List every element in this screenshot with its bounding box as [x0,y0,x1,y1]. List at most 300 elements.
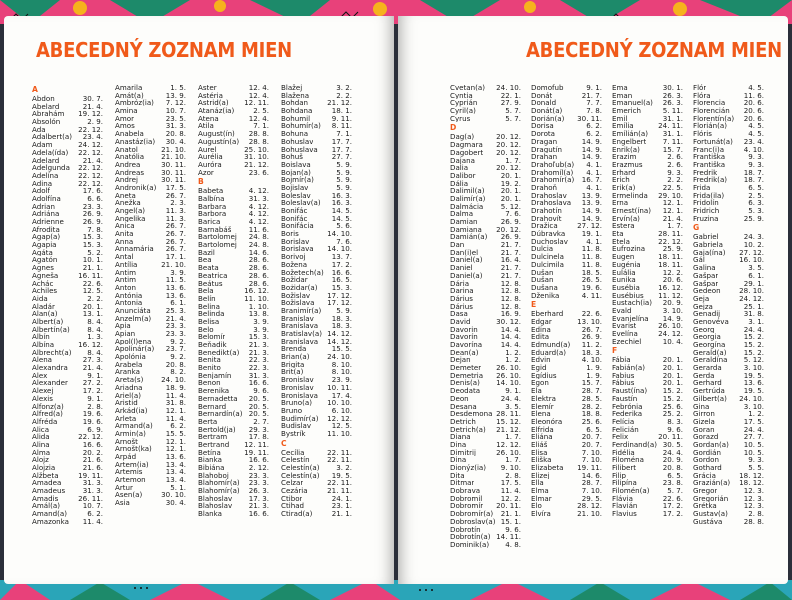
name-column [281,84,352,518]
name-day-date: 13. 6. [165,290,186,300]
name-day-date: 31. 3. [82,478,103,488]
name-day-date: 3. 5. [748,263,764,273]
name-day-date: 2. 7. [253,416,269,426]
name-day-date: 3. 1. [748,316,764,326]
name-day-date: 24. 10. [739,393,764,403]
name-day-date: 22. 6. [82,278,103,288]
name-label: Benedikt(a) [198,348,240,357]
name-label: Antim [115,276,137,284]
name-day-date: 9. 3. [748,152,764,162]
name-label: Dragutín [531,145,562,154]
name-day-date: 28. 8. [743,516,764,526]
name-day-date: 28. 11. [496,409,521,419]
name-label: Celzar [281,479,304,488]
name-label: Anton [115,283,136,292]
name-day-date: 16. 6. [248,455,269,465]
name-day-date: 6. 10. [331,405,352,415]
name-day-date: 1. 9. [586,363,602,373]
name-label: Demetria [450,371,484,380]
name-day-date: 1. 2. [505,347,521,357]
name-label: Bianka [198,456,223,464]
name-label: Abdon [32,95,55,103]
name-label: Anatólia [115,153,145,161]
name-day-date: 22. 12. [658,236,683,246]
name-day-date: 20. 8. [165,359,186,369]
name-day-date: 11. 3. [165,206,186,215]
name-day-date: 16. 10. [739,255,764,265]
name-day-date: 15. 2. [743,347,764,357]
name-label: Alojz [32,456,49,464]
name-day-date: 24. 4. [662,447,683,457]
name-label: Drahoň [531,183,558,192]
name-label: Daniel(a) [450,256,483,265]
name-label: Eleonóra [531,417,563,426]
name-label: Elemír [531,402,554,411]
name-day-date: 10. 7. [165,106,186,116]
name-day-date: 11. 2. [581,340,602,349]
name-day-date: 28. 6. [248,263,269,273]
name-day-date: 10. 4. [662,336,683,346]
name-label: Bohuslav [281,137,314,146]
name-day-date: 12. 1. [165,444,186,454]
name-day-date: 24. 3. [743,232,764,242]
name-day-date: 17. 2. [662,509,683,519]
name-day-date: 24. 1. [331,493,352,503]
name-day-date: 4. 5. [748,129,764,139]
name-day-date: 20. 7. [581,439,602,449]
name-label: Boris [281,230,299,238]
name-label: Branislav [281,314,314,323]
name-day-date: 22. 1. [500,90,521,100]
name-label: Donald [531,99,557,108]
name-day-date: 21. 7. [500,263,521,273]
name-day-date: 17. 7. [331,136,352,146]
name-label: Augustín(a) [198,137,240,146]
name-label: Elizej [531,471,550,480]
name-day-date: 22. 6. [581,309,602,319]
name-day-date: 30. 11. [161,175,186,185]
name-label: Eustach(ia) [612,299,653,307]
name-day-date: 3. 9. [253,316,269,326]
name-day-date: 20. 12. [496,163,521,173]
name-day-date: 4. 12. [248,186,269,196]
name-label: Dan [450,241,465,249]
name-label: Barbora [198,210,227,218]
name-label: Goran [693,425,715,434]
name-label: Dragan [531,137,558,146]
name-day-date: 16. 6. [248,509,269,519]
name-day-date: 13. 10. [577,316,602,326]
name-day-date: 21. 7. [500,240,521,250]
name-day-date: 28. 12. [577,501,602,511]
name-day-date: 9. 6. [253,386,269,396]
name-day-date: 22. 12. [78,147,103,157]
name-label: Febrónia [612,402,643,411]
name-column [612,84,683,518]
name-label: Adelgunda [32,164,70,172]
name-day-date: 26. 9. [500,232,521,242]
name-day-date: 19. 1. [581,229,602,239]
name-label: Agatón [32,256,58,265]
name-label: Flavius [612,510,637,518]
name-label: Andrea [115,160,141,169]
name-label: Cyntia [450,91,473,100]
name-day-date: 8. 10. [331,359,352,369]
name-label: Adrian [32,202,55,211]
name-label: Achác [32,279,54,288]
name-day-date: 1. 7. [667,221,683,231]
name-label: Agneša [32,271,59,280]
name-label: Drahotín [531,207,562,215]
name-label: Egon [531,379,549,388]
name-day-date: 30. 10. [161,490,186,500]
name-label: Blahoboj [198,471,229,480]
name-day-date: 21. 11. [327,486,352,496]
name-day-date: 28. 6. [248,270,269,280]
name-day-date: 21. 10. [577,509,602,519]
name-label: Achiles [32,287,58,295]
name-label: Ariel(a) [115,391,141,400]
name-label: Borislav [281,237,310,246]
name-label: Filoména [612,456,644,464]
name-label: Arnošt [115,437,138,446]
name-label: Eusébius [612,291,644,300]
name-day-date: 19. 6. [82,416,103,426]
name-label: Grazián(a) [693,479,731,488]
name-label: Antal [115,253,134,261]
name-label: Dag(a) [450,133,475,142]
name-label: Asia [115,499,130,507]
name-day-date: 19. 11. [244,447,269,457]
name-label: Dejan [450,356,471,365]
name-day-date: 13. 7. [331,252,352,262]
name-label: Flávia [612,494,633,503]
name-label: Drahoslava [531,199,572,207]
name-label: Ambróz(ia) [115,99,154,108]
name-label: Davorin [450,325,478,334]
name-day-date: 18. 3. [331,313,352,323]
name-day-date: 12. 8. [500,293,521,303]
name-label: Bruno(a) [281,399,312,407]
name-label: Florián(a) [693,122,728,131]
name-label: Blahoslav [198,502,233,511]
name-label: Gordon [693,456,719,464]
name-label: Boleslav(a) [281,199,321,207]
name-label: Anastáz(ia) [115,137,156,146]
name-day-date: 23. 9. [331,375,352,385]
name-label: Emílián(a) [612,130,649,138]
name-label: Flóris [693,130,712,138]
name-day-date: 28. 5. [581,393,602,403]
name-label: Desana [450,402,477,411]
name-day-date: 20. 12. [496,132,521,142]
name-day-date: 5. 9. [336,159,352,169]
name-day-date: 26. 7. [165,190,186,200]
name-day-date: 21. 7. [581,90,602,100]
name-day-date: 5. 9. [336,305,352,315]
name-label: Aster [198,84,217,92]
name-label: Annamária [115,245,154,254]
name-day-date: 1. 2. [505,355,521,365]
name-label: Ermelinda [612,191,648,200]
name-day-date: 6. 1. [170,298,186,308]
name-day-date: 12. 12. [496,439,521,449]
name-day-date: 31. 3. [248,370,269,380]
name-label: Dagobert [450,148,484,157]
name-day-date: 31. 3. [248,193,269,203]
name-day-date: 7. 6. [336,236,352,246]
name-label: Apian [115,330,136,338]
name-day-date: 15. 2. [743,332,764,342]
name-label: Dorián(a) [531,114,565,123]
name-day-date: 21. 10. [161,259,186,269]
name-day-date: 5. 6. [336,221,352,231]
name-label: Budislav [281,422,312,430]
name-day-date: 14. 9. [581,213,602,223]
name-day-date: 19. 5. [331,470,352,480]
name-label: Gustáva [693,517,723,526]
name-day-date: 23. 6. [248,167,269,177]
name-day-row [693,215,764,223]
name-label: Bonifácia [281,222,314,231]
name-day-date: 28. 2. [581,401,602,411]
name-day-date: 20. 11. [496,501,521,511]
name-label: Dulcia [531,245,554,254]
name-day-date: 16. 4. [500,255,521,265]
name-day-date: 21. 4. [82,363,103,373]
name-day-date: 9. 3. [667,167,683,177]
name-day-date: 28. 6. [248,278,269,288]
name-label: Daniel(a) [450,271,483,280]
name-day-date: 26. 9. [82,209,103,219]
name-day-date: 9. 1. [87,393,103,403]
name-day-date: 16. 12. [78,340,103,349]
name-day-date: 2. 9. [87,117,103,127]
name-day-date: 1. 2. [748,409,764,419]
name-day-date: 5. 1. [170,482,186,492]
name-day-date: 30. 11. [577,113,602,123]
name-day-date: 17. 2. [82,386,103,396]
name-day-date: 12. 1. [165,436,186,446]
name-label: Artem(ia) [115,460,149,469]
name-day-date: 21. 10. [161,152,186,162]
name-day-date: 20. 8. [662,463,683,472]
name-label: Evelína [612,330,638,338]
name-label: Duchoslav [531,237,568,246]
name-label: Fridrich [693,207,720,215]
page-title: ABECEDNÝ ZOZNAM MIEN [526,38,782,62]
name-day-date: 25. 9. [662,244,683,254]
name-day-date: 21. 7. [500,270,521,280]
name-day-date: 13. 9. [581,190,602,200]
name-day-date: 8. 4. [87,347,103,357]
name-label: Asen(a) [115,491,143,500]
name-label: Egídius [531,371,557,380]
name-label: Ada [32,125,46,134]
name-day-date: 18. 5. [581,267,602,277]
name-day-date: 21. 6. [82,463,103,472]
name-label: Genovéva [693,317,729,326]
name-label: Dalimír(a) [450,194,486,203]
name-label: Cvetan(a) [450,84,486,92]
name-day-date: 14. 6. [248,247,269,257]
name-label: Dionýz(ia) [450,464,487,472]
name-day-date: 15. 3. [331,282,352,292]
name-day-date: 26. 9. [82,217,103,226]
name-label: Alžbeta [32,471,59,480]
name-day-date: 5. 7. [505,106,521,116]
name-day-date: 2. 8. [87,401,103,411]
name-day-date: 20. 12. [496,147,521,157]
name-label: Gál [693,256,705,265]
name-label: Adalbert(a) [32,133,72,142]
name-day-date: 20. 1. [662,355,683,365]
name-day-date: 14. 9. [581,152,602,162]
name-label: Fabius [612,371,635,380]
name-day-date: 21. 12. [496,424,521,434]
name-label: Anita [115,230,134,238]
name-label: Dušan [531,276,554,284]
name-label: Branislava [281,337,319,346]
name-label: Eunika [612,276,636,284]
name-label: Ctirad(a) [281,510,313,518]
name-label: Belín [198,294,216,303]
name-label: Gejza [693,302,713,311]
name-label: Aneta [115,191,136,200]
name-label: Antónia [115,291,143,300]
name-day-date: 29. 5. [581,493,602,503]
name-day-date: 24. 10. [496,83,521,92]
name-day-date: 21. 3. [248,340,269,349]
name-label: Gedeon [693,287,721,295]
name-label: Flór [693,84,707,92]
name-label: Aristid [115,399,138,407]
name-day-date: 14. 9. [662,313,683,323]
name-day-date: 1. 7. [505,455,521,465]
name-day-date: 17. 1. [165,252,186,262]
name-day-date: 2. 12. [248,463,269,472]
name-day-date: 23. 7. [165,344,186,354]
name-day-date: 7. 8. [87,224,103,234]
name-label: Elizabeta [531,464,564,472]
name-label: Gaja(ína) [693,248,726,257]
name-day-date: 4. 10. [581,355,602,365]
name-label: Blahomír(a) [198,487,240,495]
name-day-date: 30. 11. [161,159,186,169]
name-day-date: 22. 6. [662,493,683,503]
name-day-date: 28. 7. [581,386,602,396]
name-label: Blahoslav [198,494,233,503]
name-label: Brenda [281,345,307,354]
name-label: Albín [32,333,50,341]
name-day-date: 23. 3. [82,201,103,211]
name-label: Belisa [198,317,220,326]
name-day-date: 15. 7. [662,144,683,154]
name-day-date: 2. 2. [336,90,352,100]
name-label: Branislava [281,322,319,330]
name-day-date: 14. 12. [327,336,352,346]
name-label: Alan(a) [32,310,58,318]
name-label: Girron [693,410,715,418]
name-day-date: 18. 1. [331,106,352,116]
name-day-date: 7. 10. [581,455,602,465]
name-label: Erna [612,199,629,207]
name-label: Amos [115,122,135,131]
name-day-date: 22. 11. [327,455,352,465]
name-day-date: 23. 1. [331,501,352,511]
name-day-date: 11. 3. [165,213,186,223]
name-label: Donát [531,91,553,100]
name-day-date: 24. 4. [743,324,764,334]
name-day-date: 24. 8. [248,232,269,242]
name-label: Aida [32,294,48,303]
name-day-date: 27. 7. [743,432,764,442]
name-day-date: 6. 2. [170,421,186,431]
name-day-date: 12. 2. [500,493,521,503]
name-label: Fredrik [693,168,718,177]
name-label: Anica [115,222,135,231]
name-label: Gašpar [693,271,719,280]
name-day-date: 2. 6. [667,159,683,169]
name-day-date: 20. 1. [82,301,103,311]
name-label: Desdemona [450,410,493,418]
name-label: Gizela [693,417,715,426]
name-day-date: 25. 10. [244,144,269,154]
name-day-date: 18. 8. [581,409,602,419]
name-day-date: 5. 7. [505,113,521,123]
name-day-date: 20. 1. [500,170,521,180]
name-day-date: 15. 3. [248,332,269,342]
name-day-date: 10. 2. [743,240,764,250]
name-label: Ditmar [450,479,475,488]
name-day-date: 5. 3. [748,206,764,215]
name-day-date: 18. 12. [739,470,764,480]
name-day-date: 16. 6. [331,267,352,277]
name-label: Georgína [693,341,726,349]
name-day-date: 11. 4. [165,390,186,400]
name-day-date: 22. 12. [78,163,103,173]
name-label: Blanka [198,510,223,518]
name-label: Betína [198,448,221,457]
name-label: Alex [32,371,48,380]
name-day-row [198,510,269,518]
name-label: Donát(a) [531,107,563,115]
name-day-date: 14. 11. [496,532,521,542]
name-label: Dúbravka [531,230,566,238]
name-label: Albertín(a) [32,325,70,334]
name-label: Cyprián [450,99,478,108]
name-day-date: 20. 1. [500,193,521,203]
name-label: Babeta [198,187,224,195]
name-label: Elektra [531,394,556,403]
name-day-date: 20. 7. [581,432,602,442]
name-label: Belina [198,302,221,311]
name-label: Aladár [32,302,55,311]
name-day-date: 16. 9. [500,309,521,319]
name-day-date: 14. 10. [496,378,521,388]
name-day-date: 20. 2. [82,447,103,457]
name-label: Albína [32,341,55,349]
name-label: Anabela [115,130,144,138]
name-day-date: 31. 8. [743,309,764,319]
section-letter: C [281,438,287,448]
name-day-date: 15. 1. [500,516,521,526]
name-day-date: 27. 2. [82,378,103,388]
name-day-date: 15. 2. [662,386,683,396]
name-day-date: 8. 2. [170,367,186,377]
name-day-date: 15. 2. [743,340,764,349]
name-label: Florentín(a) [693,114,735,123]
